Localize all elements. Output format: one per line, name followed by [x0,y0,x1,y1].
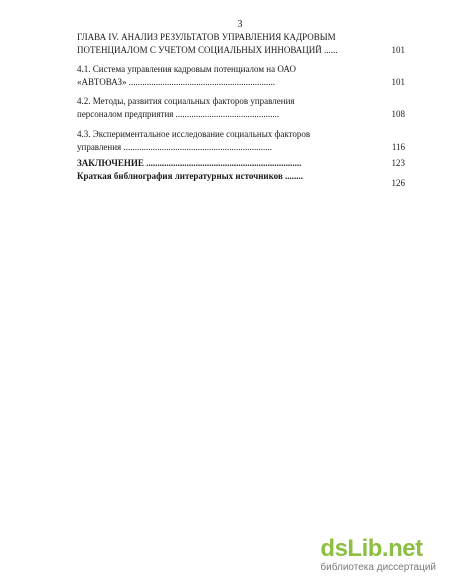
toc-entry-conclusion[interactable] [77,157,405,170]
toc-entry-line: управления .................................................................. [77,142,272,152]
toc-entry-chapter-4[interactable] [77,31,405,57]
toc-entry-line: ПОТЕНЦИАЛОМ С УЧЕТОМ СОЦИАЛЬНЫХ ИННОВАЦИЙ ...... [77,45,338,55]
toc-page-number: 116 [391,142,405,152]
toc-page-number: 108 [391,109,405,119]
toc-entry-line: ГЛАВА IV. АНАЛИЗ РЕЗУЛЬТАТОВ УПРАВЛЕНИЯ КАДРОВЫМ [77,32,336,42]
toc-page-number: 126 [391,178,405,188]
toc-entry-section-4-3[interactable] [77,128,405,154]
toc-entry-line: ЗАКЛЮЧЕНИЕ ..................................................................... [77,158,302,168]
toc-entry-section-4-2[interactable] [77,95,405,121]
toc-entry-line: 4.2. Методы, развития социальных факторов управления [77,96,295,106]
toc-page-number: 123 [391,158,405,168]
toc-entry-bibliography[interactable] [77,170,405,188]
toc-entry-line: 4.1. Система управления кадровым потенциалом на ОАО [77,64,296,74]
toc-entry-line: персоналом предприятия .............................................. [77,109,280,119]
toc-entry-line: 4.3. Экспериментальное исследование социальных факторов [77,129,311,139]
dslib-watermark[interactable] [320,537,436,574]
toc-entry-line: «АВТОВАЗ» ................................................................. [77,77,275,87]
toc-page-number: 101 [391,45,405,55]
dslib-tagline: библиотека диссертаций [320,562,436,573]
table-of-contents [77,31,405,188]
toc-entry-section-4-1[interactable] [77,63,405,89]
toc-entry-line: Краткая библиография литературных источников ........ [77,171,304,181]
page-number: 3 [237,19,243,30]
dslib-logo: dsLib.net [320,535,423,562]
toc-page-number: 101 [391,77,405,87]
